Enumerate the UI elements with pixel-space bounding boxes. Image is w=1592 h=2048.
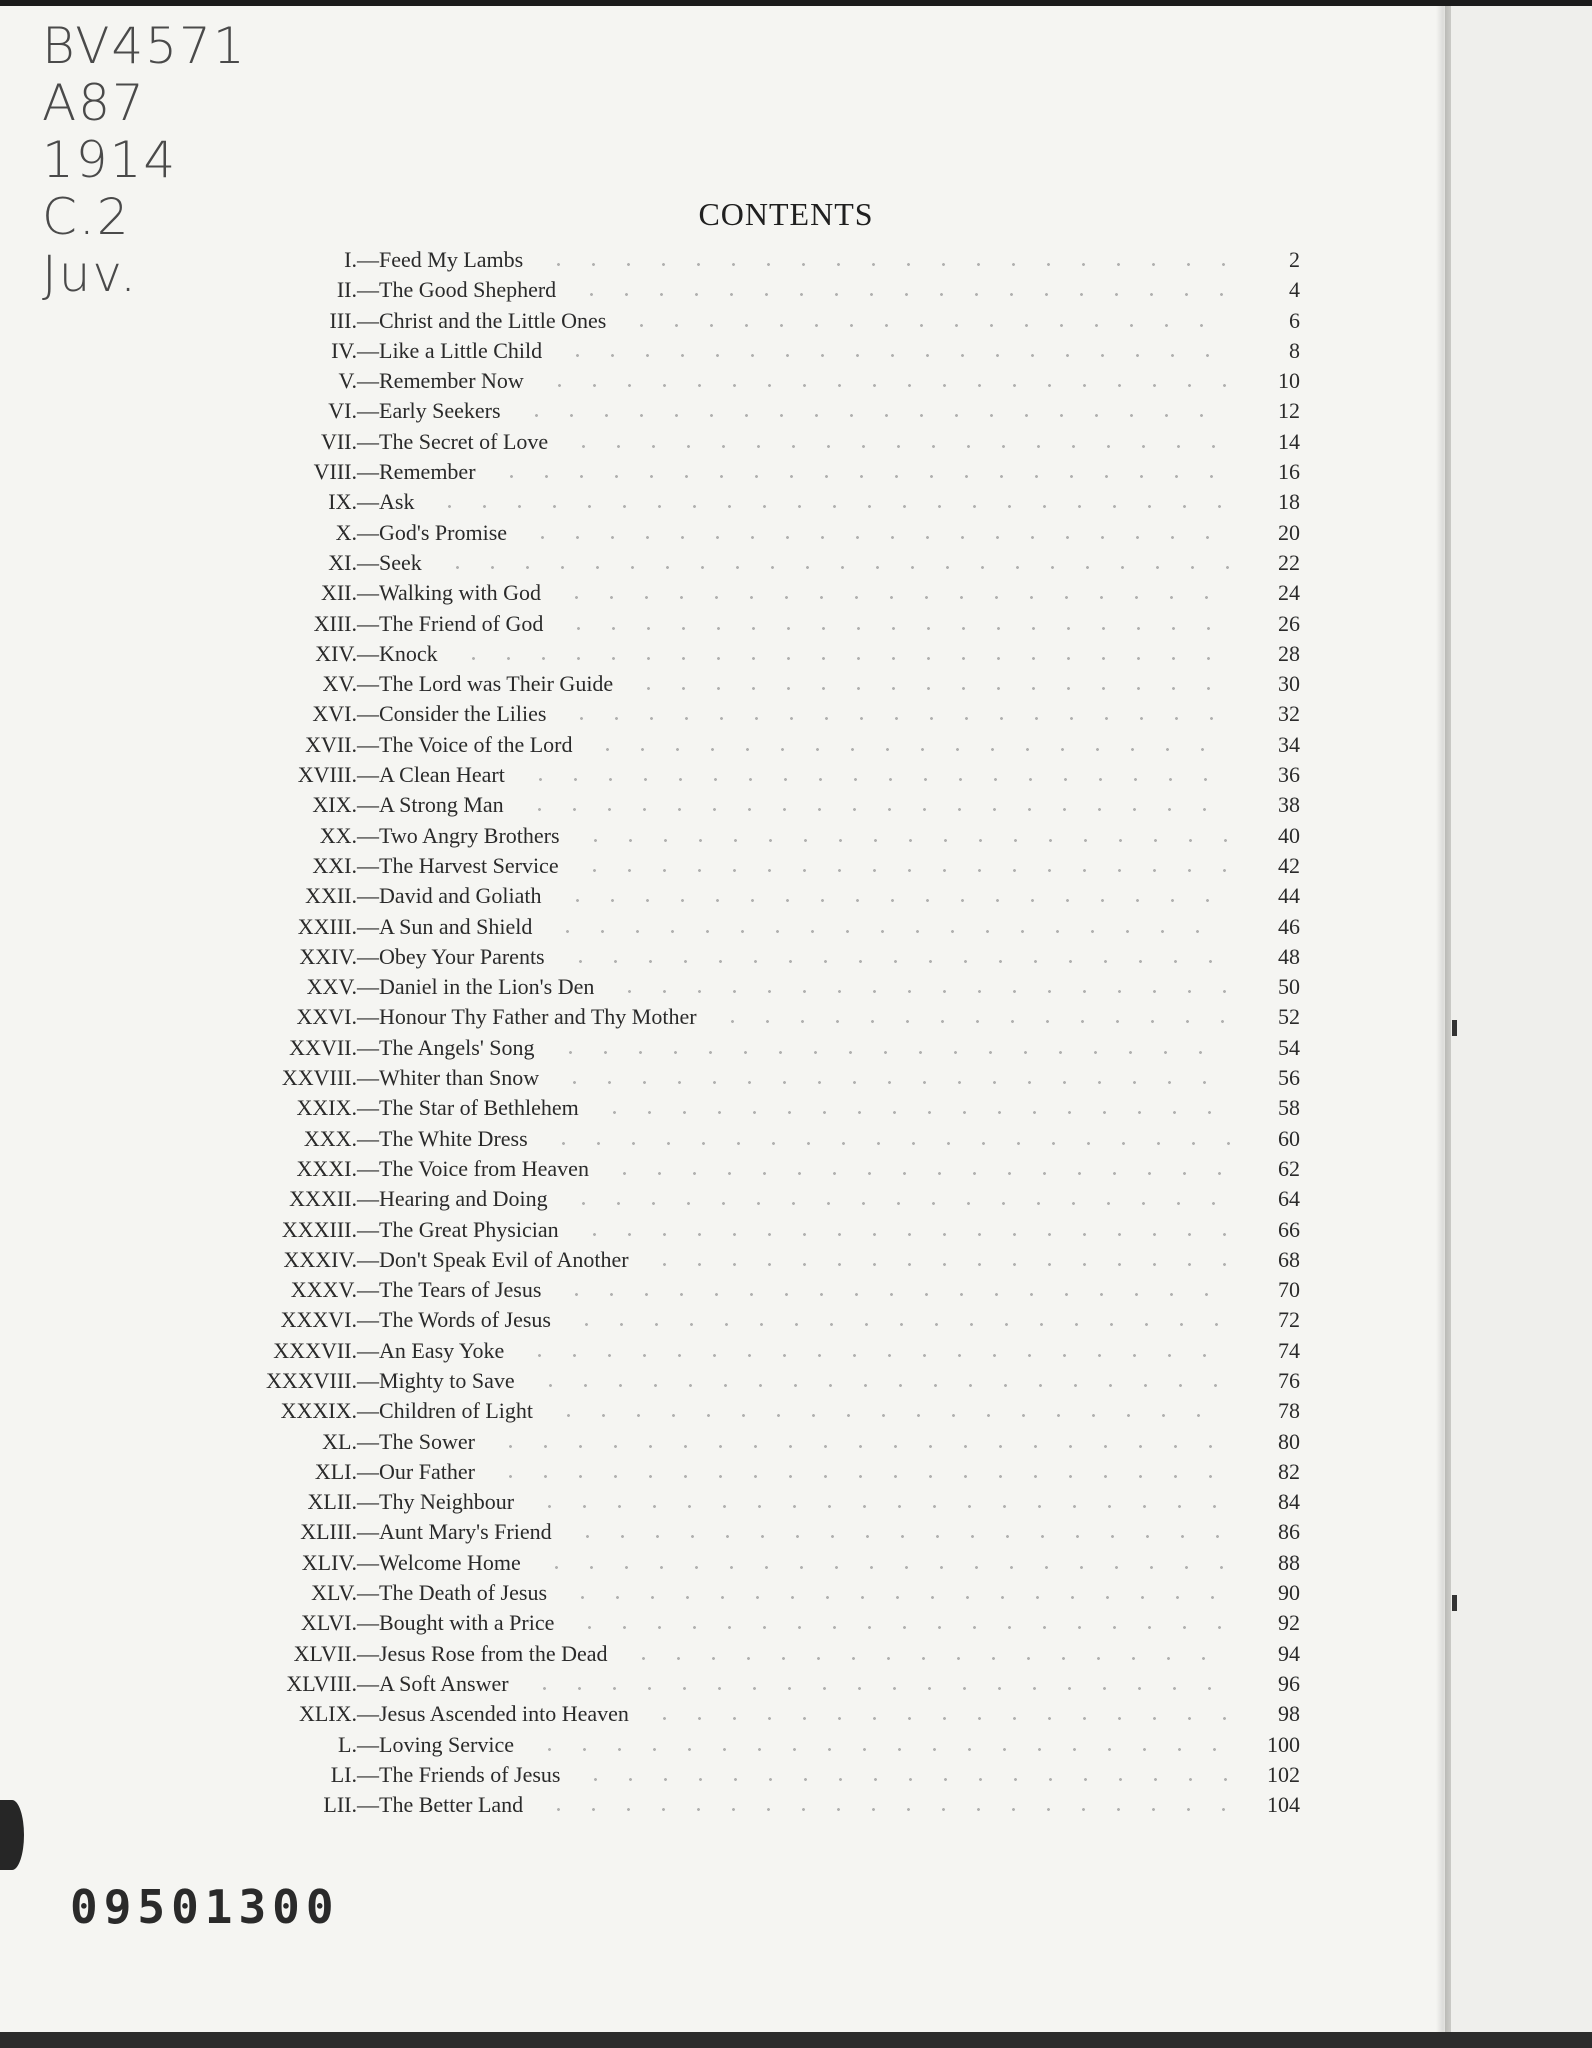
note-line: Juv. <box>42 245 139 303</box>
dot-leader <box>525 536 1230 539</box>
page-number: 90 <box>1278 1580 1300 1606</box>
toc-entry <box>0 366 1300 396</box>
chapter-title: David and Goliath <box>379 883 542 909</box>
dot-leader <box>557 1081 1230 1084</box>
dot-leader <box>546 1142 1230 1145</box>
chapter-numeral: XLV.— <box>311 1580 379 1606</box>
toc-entry <box>0 912 1300 942</box>
chapter-title: Two Angry Brothers <box>379 822 560 848</box>
toc-entry <box>0 1699 1300 1729</box>
toc-entry <box>0 1730 1300 1760</box>
chapter-title: Daniel in the Lion's Den <box>379 974 595 1000</box>
page-number: 78 <box>1278 1398 1300 1424</box>
page-number: 104 <box>1267 1792 1300 1818</box>
page-number: 88 <box>1278 1549 1300 1575</box>
chapter-numeral: XV.— <box>322 671 379 697</box>
chapter-numeral: XXI.— <box>312 852 379 878</box>
page-number: 100 <box>1267 1731 1300 1757</box>
chapter-numeral: LI.— <box>330 1761 379 1787</box>
chapter-title: Early Seekers <box>379 398 501 424</box>
note-line: C.2 <box>42 188 131 246</box>
chapter-title: The Voice from Heaven <box>379 1155 589 1181</box>
chapter-numeral: L.— <box>338 1731 379 1757</box>
toc-entry <box>0 1669 1300 1699</box>
chapter-title: Knock <box>379 640 438 666</box>
chapter-title: Ask <box>379 489 415 515</box>
chapter-numeral: V.— <box>338 368 379 394</box>
toc-entry <box>0 1427 1300 1457</box>
chapter-numeral: II.— <box>336 277 379 303</box>
page-number: 98 <box>1278 1701 1300 1727</box>
chapter-title: The Star of Bethlehem <box>379 1095 579 1121</box>
chapter-numeral: XIV.— <box>315 640 379 666</box>
page-number: 68 <box>1278 1246 1300 1272</box>
chapter-title: Aunt Mary's Friend <box>379 1519 552 1545</box>
chapter-numeral: IX.— <box>328 489 379 515</box>
chapter-title: God's Promise <box>379 519 508 545</box>
chapter-numeral: XLIX.— <box>298 1701 379 1727</box>
chapter-title: Like a Little Child <box>379 337 543 363</box>
dot-leader <box>578 839 1230 842</box>
chapter-title: Walking with God <box>379 580 541 606</box>
dot-leader <box>647 1263 1230 1266</box>
toc-entry <box>0 1608 1300 1638</box>
chapter-numeral: XXIV.— <box>299 943 379 969</box>
chapter-title: The Harvest Service <box>379 852 559 878</box>
page-number: 72 <box>1278 1307 1300 1333</box>
toc-entry <box>0 942 1300 972</box>
page-number: 62 <box>1278 1155 1300 1181</box>
toc-entry <box>0 1790 1300 1820</box>
page-number: 12 <box>1278 398 1300 424</box>
chapter-title: A Sun and Shield <box>379 913 533 939</box>
dot-leader <box>522 808 1230 811</box>
toc-entry <box>0 1396 1300 1426</box>
dot-leader <box>574 293 1230 296</box>
chapter-numeral: VIII.— <box>313 459 379 485</box>
chapter-title: Remember <box>379 459 476 485</box>
toc-entry <box>0 699 1300 729</box>
page-number: 58 <box>1278 1095 1300 1121</box>
toc-entry <box>0 669 1300 699</box>
toc-entry <box>0 972 1300 1002</box>
dot-leader <box>542 384 1230 387</box>
page-number: 14 <box>1278 428 1300 454</box>
dot-leader <box>541 263 1230 266</box>
page-number: 38 <box>1278 792 1300 818</box>
dot-leader <box>566 445 1230 448</box>
page-number: 20 <box>1278 519 1300 545</box>
toc-entry <box>0 730 1300 760</box>
toc-entry <box>0 336 1300 366</box>
chapter-title: Children of Light <box>379 1398 533 1424</box>
page-number: 86 <box>1278 1519 1300 1545</box>
dot-leader <box>631 687 1230 690</box>
toc-entry <box>0 457 1300 487</box>
dot-leader <box>493 1475 1230 1478</box>
chapter-title: An Easy Yoke <box>379 1337 505 1363</box>
page-number: 70 <box>1278 1277 1300 1303</box>
toc-entry <box>0 1124 1300 1154</box>
chapter-numeral: XVI.— <box>312 701 379 727</box>
page-number: 54 <box>1278 1034 1300 1060</box>
toc-entry <box>0 1033 1300 1063</box>
chapter-numeral: XVIII.— <box>297 762 379 788</box>
toc-entry <box>0 487 1300 517</box>
chapter-title: The White Dress <box>379 1125 528 1151</box>
chapter-numeral: XXXIII.— <box>281 1216 379 1242</box>
dot-leader <box>570 1535 1230 1538</box>
toc-entry <box>0 1517 1300 1547</box>
chapter-numeral: XII.— <box>320 580 379 606</box>
page-number: 32 <box>1278 701 1300 727</box>
dot-leader <box>597 1111 1230 1114</box>
dot-leader <box>560 354 1230 357</box>
dot-leader <box>561 627 1230 630</box>
toc-entry <box>0 1093 1300 1123</box>
chapter-numeral: XXXIV.— <box>283 1246 379 1272</box>
chapter-numeral: XL.— <box>322 1428 379 1454</box>
chapter-numeral: XIX.— <box>312 792 379 818</box>
chapter-numeral: III.— <box>329 307 379 333</box>
dot-leader <box>569 1323 1230 1326</box>
chapter-title: Thy Neighbour <box>379 1489 515 1515</box>
dot-leader <box>551 1414 1230 1417</box>
page-number: 30 <box>1278 671 1300 697</box>
chapter-numeral: XXXV.— <box>290 1277 379 1303</box>
chapter-numeral: XLIII.— <box>300 1519 379 1545</box>
chapter-title: Christ and the Little Ones <box>379 307 607 333</box>
chapter-numeral: XXIX.— <box>296 1095 379 1121</box>
chapter-title: The Voice of the Lord <box>379 731 573 757</box>
dot-leader <box>493 1445 1230 1448</box>
chapter-numeral: XXXII.— <box>289 1186 379 1212</box>
chapter-title: The Great Physician <box>379 1216 559 1242</box>
page-number: 92 <box>1278 1610 1300 1636</box>
dot-leader <box>432 505 1230 508</box>
dot-leader <box>565 1596 1230 1599</box>
dot-leader <box>440 566 1230 569</box>
chapter-title: Seek <box>379 549 422 575</box>
chapter-title: The Good Shepherd <box>379 277 557 303</box>
chapter-title: The Friend of God <box>379 610 544 636</box>
chapter-numeral: XXXVIII.— <box>265 1367 379 1393</box>
chapter-numeral: XXXI.— <box>296 1155 379 1181</box>
page-number: 18 <box>1278 489 1300 515</box>
note-line: A87 <box>42 74 146 132</box>
chapter-numeral: XLVI.— <box>300 1610 379 1636</box>
page-number: 76 <box>1278 1367 1300 1393</box>
toc-entry <box>0 1002 1300 1032</box>
table-of-contents <box>0 245 1300 1820</box>
page-number: 96 <box>1278 1670 1300 1696</box>
toc-entry <box>0 1215 1300 1245</box>
chapter-numeral: XXIII.— <box>297 913 379 939</box>
chapter-title: The Sower <box>379 1428 475 1454</box>
chapter-title: The Tears of Jesus <box>379 1277 542 1303</box>
dot-leader <box>566 1202 1230 1205</box>
page-number: 64 <box>1278 1186 1300 1212</box>
chapter-numeral: X.— <box>335 519 379 545</box>
dot-leader <box>560 899 1230 902</box>
toc-entry <box>0 1336 1300 1366</box>
toc-entry <box>0 1578 1300 1608</box>
chapter-title: Jesus Rose from the Dead <box>379 1640 608 1666</box>
dot-leader <box>522 1354 1230 1357</box>
toc-entry <box>0 1760 1300 1790</box>
chapter-numeral: XIII.— <box>313 610 379 636</box>
page-number: 2 <box>1289 247 1300 272</box>
page-number: 84 <box>1278 1489 1300 1515</box>
toc-entry <box>0 1487 1300 1517</box>
toc-entry <box>0 1245 1300 1275</box>
dot-leader <box>577 1233 1230 1236</box>
page-number: 4 <box>1289 277 1300 303</box>
chapter-numeral: XXXVII.— <box>273 1337 379 1363</box>
dot-leader <box>494 475 1230 478</box>
chapter-numeral: XLI.— <box>314 1458 379 1484</box>
chapter-numeral: XI.— <box>328 549 379 575</box>
chapter-title: The Lord was Their Guide <box>379 671 614 697</box>
chapter-numeral: XX.— <box>319 822 379 848</box>
chapter-title: The Friends of Jesus <box>379 1761 561 1787</box>
chapter-title: Bought with a Price <box>379 1610 555 1636</box>
toc-entry <box>0 1366 1300 1396</box>
chapter-title: A Soft Answer <box>379 1670 509 1696</box>
binding-shadow <box>1436 6 1450 2032</box>
chapter-title: Loving Service <box>379 1731 515 1757</box>
margin-mark <box>1452 1020 1457 1036</box>
page-number: 82 <box>1278 1458 1300 1484</box>
chapter-title: Whiter than Snow <box>379 1065 540 1091</box>
toc-entry <box>0 639 1300 669</box>
chapter-numeral: XXXIX.— <box>280 1398 379 1424</box>
dot-leader <box>624 324 1230 327</box>
chapter-title: The Angels' Song <box>379 1034 535 1060</box>
page-number: 36 <box>1278 762 1300 788</box>
toc-entry <box>0 396 1300 426</box>
dot-leader <box>578 1778 1230 1781</box>
chapter-numeral: XXVI.— <box>296 1004 379 1030</box>
page-title: CONTENTS <box>698 196 874 232</box>
toc-entry <box>0 1154 1300 1184</box>
chapter-numeral: XXXVI.— <box>280 1307 379 1333</box>
toc-entry <box>0 1548 1300 1578</box>
page-number: 94 <box>1278 1640 1300 1666</box>
toc-entry <box>0 306 1300 336</box>
chapter-numeral: XLVII.— <box>293 1640 379 1666</box>
dot-leader <box>626 1657 1230 1660</box>
page-number: 66 <box>1278 1216 1300 1242</box>
page-number: 48 <box>1278 943 1300 969</box>
page-number: 74 <box>1278 1337 1300 1363</box>
chapter-numeral: XXX.— <box>303 1125 379 1151</box>
chapter-numeral: LII.— <box>323 1792 379 1818</box>
toc-entry <box>0 760 1300 790</box>
toc-entry <box>0 1639 1300 1669</box>
dot-leader <box>564 717 1230 720</box>
dot-leader <box>519 414 1230 417</box>
chapter-title: The Better Land <box>379 1792 524 1818</box>
toc-entry <box>0 1275 1300 1305</box>
chapter-title: A Clean Heart <box>379 762 505 788</box>
page-number: 28 <box>1278 640 1300 666</box>
chapter-title: The Death of Jesus <box>379 1580 548 1606</box>
page-number: 24 <box>1278 580 1300 606</box>
dot-leader <box>559 1293 1230 1296</box>
dot-leader <box>532 1748 1230 1751</box>
chapter-title: The Words of Jesus <box>379 1307 551 1333</box>
toc-entry <box>0 518 1300 548</box>
dot-leader <box>550 930 1230 933</box>
chapter-title: Feed My Lambs <box>379 247 524 272</box>
page-number: 56 <box>1278 1065 1300 1091</box>
chapter-title: Our Father <box>379 1458 475 1484</box>
note-line: 1914 <box>42 131 178 189</box>
ink-blot <box>0 1800 24 1870</box>
dot-leader <box>563 960 1230 963</box>
chapter-title: The Secret of Love <box>379 428 549 454</box>
page-number: 10 <box>1278 368 1300 394</box>
dot-leader <box>577 869 1230 872</box>
chapter-numeral: XXVII.— <box>289 1034 379 1060</box>
chapter-numeral: XXVIII.— <box>281 1065 379 1091</box>
page-number: 50 <box>1278 974 1300 1000</box>
page-number: 52 <box>1278 1004 1300 1030</box>
toc-entry <box>0 1457 1300 1487</box>
margin-mark <box>1452 1595 1457 1611</box>
toc-entry <box>0 1305 1300 1335</box>
chapter-title: Mighty to Save <box>379 1367 515 1393</box>
chapter-title: A Strong Man <box>379 792 504 818</box>
chapter-numeral: XLII.— <box>307 1489 379 1515</box>
chapter-numeral: XVII.— <box>305 731 379 757</box>
toc-entry <box>0 245 1300 275</box>
chapter-title: Hearing and Doing <box>379 1186 548 1212</box>
chapter-title: Welcome Home <box>379 1549 521 1575</box>
chapter-title: Honour Thy Father and Thy Mother <box>379 1004 697 1030</box>
dot-leader <box>532 1505 1230 1508</box>
toc-entry <box>0 821 1300 851</box>
dot-leader <box>612 990 1230 993</box>
toc-entry <box>0 1063 1300 1093</box>
dot-leader <box>456 657 1230 660</box>
toc-entry <box>0 578 1300 608</box>
dot-leader <box>539 1566 1230 1569</box>
dot-leader <box>523 778 1230 781</box>
page-number: 46 <box>1278 913 1300 939</box>
scan-bottom-edge <box>0 2032 1592 2048</box>
chapter-numeral: VII.— <box>320 428 379 454</box>
dot-leader <box>541 1808 1230 1811</box>
page-number: 8 <box>1289 337 1300 363</box>
chapter-numeral: VI.— <box>328 398 379 424</box>
dot-leader <box>533 1384 1230 1387</box>
dot-leader <box>647 1717 1230 1720</box>
chapter-title: Obey Your Parents <box>379 943 545 969</box>
page-number: 60 <box>1278 1125 1300 1151</box>
toc-entry <box>0 548 1300 578</box>
toc-entry <box>0 790 1300 820</box>
toc-entry <box>0 1184 1300 1214</box>
chapter-title: Remember Now <box>379 368 524 394</box>
chapter-numeral: XLIV.— <box>301 1549 379 1575</box>
chapter-numeral: I.— <box>344 247 379 272</box>
toc-entry <box>0 881 1300 911</box>
chapter-title: Consider the Lilies <box>379 701 547 727</box>
page-number: 34 <box>1278 731 1300 757</box>
note-line: BV4571 <box>42 17 247 75</box>
chapter-numeral: IV.— <box>331 337 379 363</box>
chapter-title: Jesus Ascended into Heaven <box>379 1701 629 1727</box>
toc-entry <box>0 851 1300 881</box>
dot-leader <box>715 1020 1230 1023</box>
dot-leader <box>559 596 1230 599</box>
dot-leader <box>572 1626 1230 1629</box>
facing-page-edge <box>1445 6 1592 2032</box>
page-number: 22 <box>1278 549 1300 575</box>
chapter-numeral: XXV.— <box>306 974 379 1000</box>
page-number: 42 <box>1278 852 1300 878</box>
toc-entry <box>0 427 1300 457</box>
page-number: 44 <box>1278 883 1300 909</box>
toc-entry <box>0 275 1300 305</box>
page-number: 16 <box>1278 459 1300 485</box>
page-number: 80 <box>1278 1428 1300 1454</box>
dot-leader <box>607 1172 1230 1175</box>
page-number: 40 <box>1278 822 1300 848</box>
page-number: 102 <box>1267 1761 1300 1787</box>
page-number: 26 <box>1278 610 1300 636</box>
page-number: 6 <box>1289 307 1300 333</box>
chapter-numeral: XXII.— <box>305 883 379 909</box>
dot-leader <box>590 748 1230 751</box>
dot-leader <box>527 1687 1230 1690</box>
accession-stamp: 09501300 <box>70 1880 340 1934</box>
dot-leader <box>553 1051 1230 1054</box>
chapter-numeral: XLVIII.— <box>286 1670 379 1696</box>
toc-entry <box>0 609 1300 639</box>
chapter-title: Don't Speak Evil of Another <box>379 1246 629 1272</box>
